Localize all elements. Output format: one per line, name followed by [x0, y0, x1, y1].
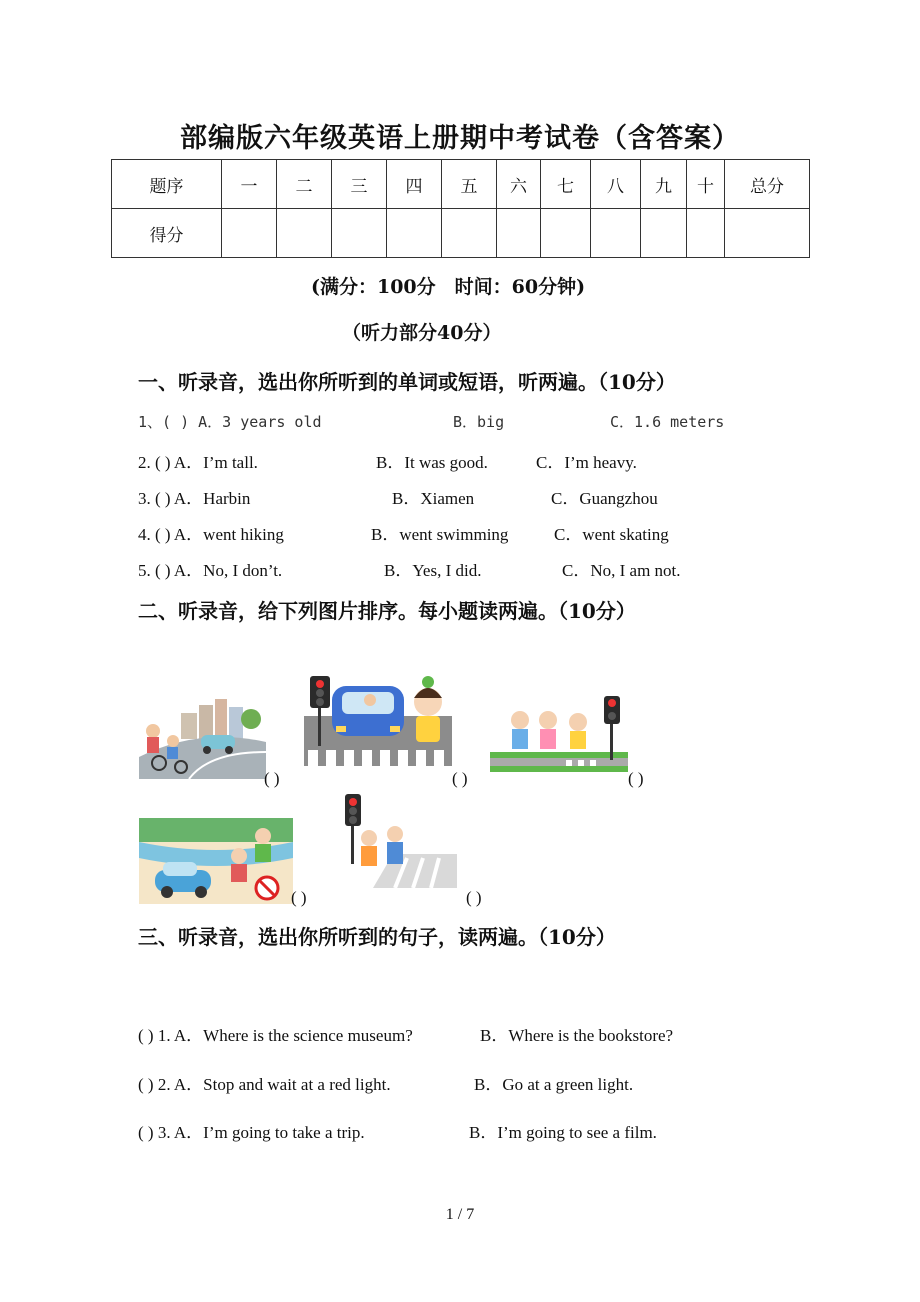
- question-5-c: C．No, I am not.: [562, 561, 681, 580]
- question-4-a: 4. ( ) A．went hiking: [138, 525, 284, 544]
- answer-paren[interactable]: ( ): [466, 888, 482, 907]
- answer-paren[interactable]: ( ): [628, 769, 644, 788]
- sentence-3-b: B．I’m going to see a film.: [469, 1123, 657, 1142]
- question-2-b: B．It was good.: [376, 453, 488, 472]
- score-table-header-row: [112, 160, 810, 209]
- table-cell: 题序: [112, 160, 222, 209]
- section-1-heading: 一、听录音，选出你所听到的单词或短语，听两遍。（10分）: [138, 370, 676, 394]
- picture-car-kids-no-play-sign: [139, 818, 293, 904]
- page-number: 1 / 7: [445, 1206, 475, 1223]
- score-cell[interactable]: [332, 209, 387, 258]
- score-cell[interactable]: [591, 209, 641, 258]
- table-cell: 得分: [112, 209, 222, 258]
- table-cell: 八: [591, 160, 641, 209]
- picture-car-traffic-light-girl: [304, 676, 452, 766]
- picture-kids-traffic-light: [333, 794, 457, 888]
- question-3-c: C．Guangzhou: [551, 489, 658, 508]
- answer-paren[interactable]: ( ): [291, 888, 307, 907]
- score-cell[interactable]: [541, 209, 591, 258]
- picture-kids-crosswalk: [490, 692, 628, 772]
- score-cell[interactable]: [222, 209, 277, 258]
- table-cell: 九: [641, 160, 687, 209]
- exam-title: 部编版六年级英语上册期中考试卷（含答案）: [180, 123, 740, 154]
- score-cell[interactable]: [277, 209, 332, 258]
- answer-paren[interactable]: ( ): [264, 769, 280, 788]
- table-cell: 总分: [725, 160, 810, 209]
- table-cell: 三: [332, 160, 387, 209]
- question-4-b: B．went swimming: [371, 525, 509, 544]
- sentence-2-a: ( ) 2. A．Stop and wait at a red light.: [138, 1075, 391, 1094]
- question-2-a: 2. ( ) A．I’m tall.: [138, 453, 258, 472]
- score-table-score-row: [112, 209, 810, 258]
- question-1-a: 1、( ) A．3 years old: [138, 413, 322, 431]
- sentence-1-b: B．Where is the bookstore?: [480, 1026, 674, 1045]
- sentence-1-a: ( ) 1. A．Where is the science museum?: [138, 1026, 413, 1045]
- score-cell[interactable]: [387, 209, 442, 258]
- picture-street-cyclists: [139, 697, 266, 779]
- score-cell[interactable]: [497, 209, 541, 258]
- table-cell: 五: [442, 160, 497, 209]
- question-3-b: B．Xiamen: [392, 489, 475, 508]
- score-cell[interactable]: [687, 209, 725, 258]
- section-3-heading: 三、听录音，选出你所听到的句子，读两遍。（10分）: [138, 925, 616, 949]
- question-1-b: B．big: [453, 413, 505, 431]
- table-cell: 六: [497, 160, 541, 209]
- score-cell[interactable]: [641, 209, 687, 258]
- table-cell: 四: [387, 160, 442, 209]
- listening-part-label: （听力部分40分）: [342, 322, 502, 344]
- sentence-3-a: ( ) 3. A．I’m going to take a trip.: [138, 1123, 365, 1142]
- table-cell: 一: [222, 160, 277, 209]
- section-2-heading: 二、听录音，给下列图片排序。每小题读两遍。（10分）: [138, 599, 636, 623]
- table-cell: 七: [541, 160, 591, 209]
- question-4-c: C．went skating: [554, 525, 669, 544]
- table-cell: 十: [687, 160, 725, 209]
- answer-paren[interactable]: ( ): [452, 769, 468, 788]
- score-table: [111, 159, 810, 258]
- table-cell: 二: [277, 160, 332, 209]
- question-5-a: 5. ( ) A．No, I don’t.: [138, 561, 283, 580]
- score-cell[interactable]: [442, 209, 497, 258]
- full-marks-time: (满分：100分 时间：60分钟): [311, 276, 586, 298]
- question-2-c: C．I’m heavy.: [536, 453, 637, 472]
- sentence-2-b: B．Go at a green light.: [474, 1075, 634, 1094]
- question-1-c: C．1.6 meters: [610, 413, 725, 431]
- score-cell[interactable]: [725, 209, 810, 258]
- question-3-a: 3. ( ) A．Harbin: [138, 489, 251, 508]
- question-5-b: B．Yes, I did.: [384, 561, 482, 580]
